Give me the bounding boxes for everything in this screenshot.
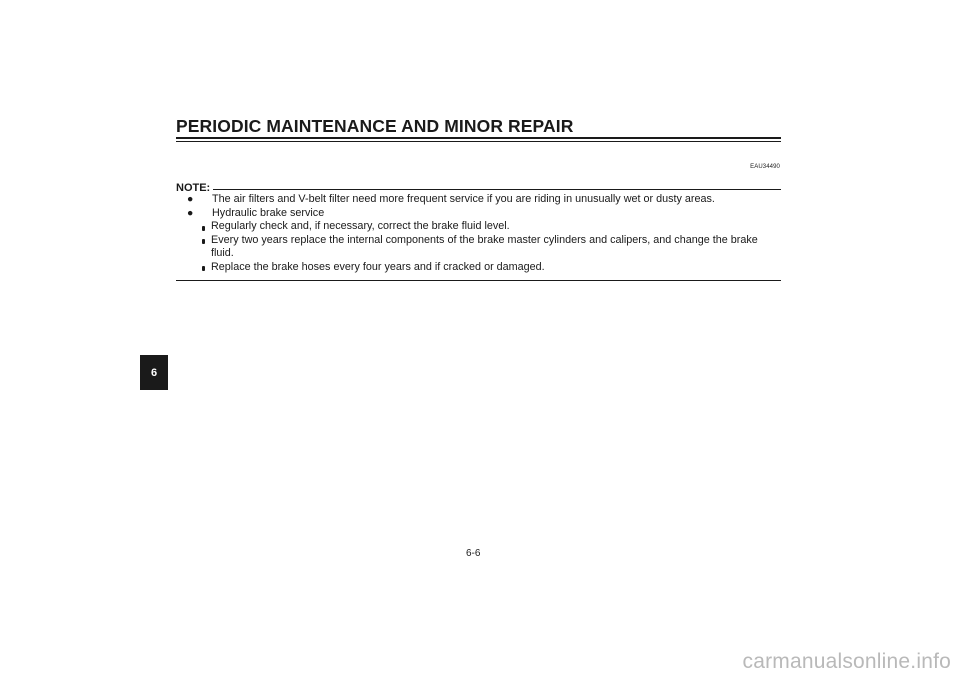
page-number: 6-6	[466, 548, 481, 559]
note-label: NOTE:	[176, 182, 211, 194]
note-item-text: The air filters and V-belt filter need more frequent service if you are riding in unusually wet or dusty areas.	[212, 193, 715, 205]
note-item	[176, 193, 781, 207]
note-subitem	[176, 261, 781, 275]
note-end-rule	[176, 280, 781, 281]
note-header-rule	[213, 189, 781, 190]
note-subitem-text: Every two years replace the internal components of the brake master cylinders and calipers, and change the brake fluid.	[211, 233, 758, 259]
bullet-icon: ●	[187, 193, 194, 205]
title-rule-thin	[176, 141, 781, 142]
sub-bullet-icon	[202, 266, 205, 271]
reference-code: EAU34490	[750, 164, 780, 170]
note-item-text: Hydraulic brake service	[212, 206, 325, 219]
note-header	[176, 180, 781, 194]
note-subitem	[176, 234, 781, 261]
sub-bullet-icon	[202, 239, 205, 244]
note-subitem-text: Regularly check and, if necessary, correct the brake fluid level.	[211, 220, 510, 232]
page-title: PERIODIC MAINTENANCE AND MINOR REPAIR	[176, 116, 574, 136]
section-tab-number: 6	[150, 366, 158, 379]
note-body	[176, 193, 781, 274]
note-subitem	[176, 220, 781, 234]
bullet-icon: ●	[187, 206, 194, 219]
note-item	[176, 207, 781, 221]
sub-bullet-icon	[202, 226, 205, 231]
watermark: carmanualsonline.info	[742, 650, 951, 673]
note-subitem-text: Replace the brake hoses every four years and if cracked or damaged.	[211, 260, 545, 273]
section-tab	[140, 355, 168, 390]
title-rule	[176, 137, 781, 139]
